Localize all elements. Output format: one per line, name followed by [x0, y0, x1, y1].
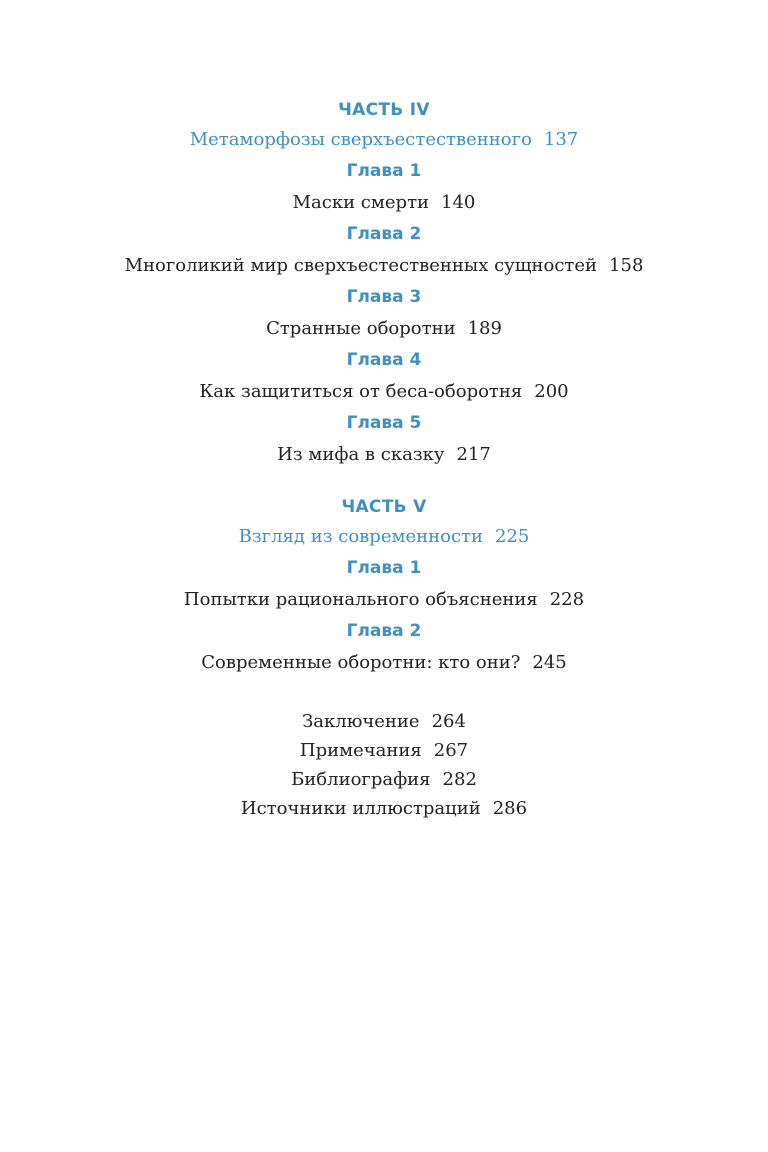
part-title: Метаморфозы сверхъестественного: [189, 129, 532, 150]
chapter-label: Глава 1: [346, 161, 422, 181]
back-matter-title: Примечания: [299, 740, 422, 761]
chapter-title: Современные оборотни: кто они?: [201, 652, 521, 673]
page-number: 137: [543, 129, 579, 150]
chapter-entry[interactable]: [0, 311, 768, 346]
back-matter-title: Источники иллюстраций: [240, 798, 481, 819]
chapter-title: Многоликий мир сверхъестественных сущностей: [124, 255, 598, 276]
page-number: 217: [456, 444, 491, 465]
part-4: [0, 97, 768, 472]
chapter-entry[interactable]: [0, 248, 768, 283]
chapter-title: Маски смерти: [292, 192, 430, 213]
back-matter-title: Библиография: [291, 769, 431, 790]
back-matter-title: Заключение: [302, 711, 420, 732]
part-title-entry[interactable]: [0, 123, 768, 157]
chapter-label: Глава 3: [346, 287, 422, 307]
page-number: 267: [433, 740, 469, 761]
chapter-entry[interactable]: [0, 582, 768, 617]
spacer: [0, 680, 768, 707]
back-matter-entry[interactable]: [0, 765, 768, 794]
chapter-title: Попытки рационального объяснения: [183, 589, 538, 610]
chapter-title: Из мифа в сказку: [277, 444, 445, 465]
page-number: 228: [549, 589, 585, 610]
table-of-contents: [0, 97, 768, 823]
spacer: [0, 472, 768, 494]
chapter-label: Глава 4: [346, 350, 422, 370]
part-title: Взгляд из современности: [238, 526, 483, 547]
page-number: 189: [467, 318, 502, 339]
page-number: 200: [534, 381, 569, 402]
chapter-entry[interactable]: [0, 437, 768, 472]
page-number: 158: [609, 255, 644, 276]
back-matter-entry[interactable]: [0, 794, 768, 823]
part-title-entry[interactable]: [0, 520, 768, 554]
part-label: ЧАСТЬ IV: [338, 100, 430, 120]
back-matter: [0, 707, 768, 823]
part-label: ЧАСТЬ V: [341, 497, 427, 517]
page-number: 245: [532, 652, 567, 673]
page-number: 264: [431, 711, 466, 732]
page-number: 286: [492, 798, 528, 819]
chapter-entry[interactable]: [0, 185, 768, 220]
chapter-label: Глава 2: [346, 224, 422, 244]
chapter-title: Как защититься от беса-оборотня: [199, 381, 523, 402]
chapter-title: Странные оборотни: [266, 318, 456, 339]
back-matter-entry[interactable]: [0, 707, 768, 736]
chapter-label: Глава 2: [346, 621, 422, 641]
part-5: [0, 494, 768, 680]
back-matter-entry[interactable]: [0, 736, 768, 765]
chapter-entry[interactable]: [0, 645, 768, 680]
page-number: 140: [441, 192, 476, 213]
chapter-entry[interactable]: [0, 374, 768, 409]
page-number: 282: [442, 769, 477, 790]
page-number: 225: [495, 526, 530, 547]
chapter-label: Глава 5: [346, 413, 422, 433]
chapter-label: Глава 1: [346, 558, 422, 578]
